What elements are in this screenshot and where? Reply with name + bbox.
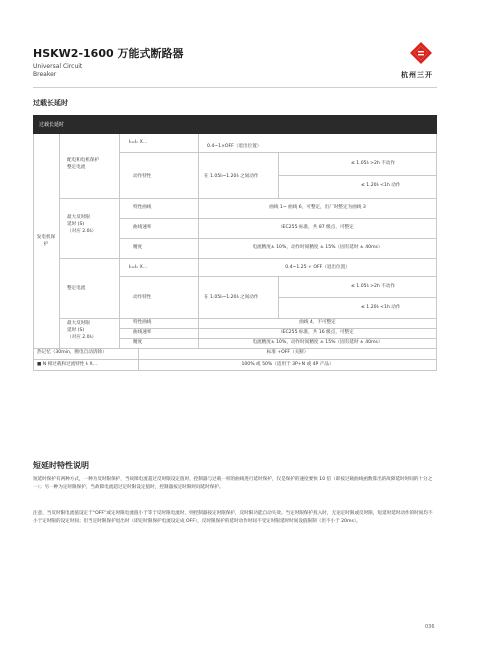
param-column-line xyxy=(198,134,199,348)
divider-g3-g4 xyxy=(59,318,437,319)
subtitle-line-2: Breaker xyxy=(33,71,57,78)
g1-trip: ≤ 1.20Iₗ <1h 动作 xyxy=(361,183,401,188)
generator-protection-label: 发电机保护 xyxy=(36,235,56,247)
divider-thermal-neutral xyxy=(33,359,437,360)
g4-accuracy-value: 电流精度± 10%，动作时间精度 ± 15%（固有延时 ± 40ms） xyxy=(252,340,383,345)
g2-accuracy-value: 电流精度± 10%，动作时间精度 ± 15%（固有延时 ± 40ms） xyxy=(252,245,383,250)
section2-paragraph-1: 短延时保护有两种方式，一种为反时限保护，当故障电流超过反时限设定值时，控制器与过载一样的曲线进行延时保护，仅是保护的速度要快 10 倍（即按过载曲线函数算出的故障延时时间的十分之一）；另一种为定时限保护，当故障电流超过定时限设定值时，控制器按定时限时间延时保护。 xyxy=(33,477,433,490)
g1-no-trip: ≤ 1.05Iₗ >2h 不动作 xyxy=(351,161,396,166)
section-title: 过载长延时 xyxy=(33,99,68,107)
g4-label-line-1: 最大反时限 xyxy=(67,321,90,326)
page-number: 036 xyxy=(425,624,435,630)
subtitle-line-1: Universal Circuit xyxy=(33,63,83,70)
table-border-right xyxy=(436,134,437,370)
divider-g2-g3 xyxy=(59,258,437,259)
table-border-bottom xyxy=(33,370,437,371)
table-header-label: 过载长延时 xyxy=(39,122,65,128)
g3-label: 整定电流 xyxy=(67,286,86,291)
g2-row-line-2 xyxy=(119,238,437,239)
g2-curve-value: 曲线 1~ 曲线 6，可整定，出厂时整定为曲线 3 xyxy=(269,205,366,210)
g1-label-line-2: 整定电流 xyxy=(67,165,86,170)
left-column-line xyxy=(59,134,60,348)
g1-setting-param: Iₗ=Iₙ X... xyxy=(129,140,148,145)
g2-rate-value: IEC255 标准，共 87 级点，可整定 xyxy=(281,225,354,230)
header-title: HSKW2-1600 万能式断路器 xyxy=(33,47,184,60)
table-border-left xyxy=(33,134,34,370)
g3-sub-line xyxy=(278,297,437,298)
header-divider xyxy=(33,87,437,88)
header-subtitle xyxy=(33,63,82,79)
g4-label-line-3: （对应 2.0Iₗ） xyxy=(67,335,97,340)
g2-accuracy-param: 精度 xyxy=(133,245,143,250)
overload-table xyxy=(33,134,437,370)
g4-row-line-1 xyxy=(119,328,437,329)
table-header-bar xyxy=(33,115,437,134)
g3-trip-condition: 在 1.05Iₗ~1.20Iₗ 之间动作 xyxy=(204,295,259,300)
g1-trip-param: 动作特性 xyxy=(133,174,152,179)
divider-g4-thermal xyxy=(33,348,437,349)
g3-trip: ≤ 1.20Iₗ <1h 动作 xyxy=(361,305,401,310)
brand-logo-icon xyxy=(410,42,432,64)
g4-accuracy-param: 精度 xyxy=(133,340,143,345)
thermal-memory-label: 热记忆（30min，断电自动清除） xyxy=(37,350,107,355)
g4-rate-value: IEC255 标准，共 16 级点，可整定 xyxy=(281,330,354,335)
g2-rate-param: 曲线速率 xyxy=(133,225,152,230)
g4-rate-param: 曲线速率 xyxy=(133,330,152,335)
neutral-phase-label: ■ N 相过载和过流特性 Iₗ X... xyxy=(37,362,98,367)
neutral-phase-value: 100% 或 50%（适用于 3P+N 或 4P 产品） xyxy=(241,362,334,367)
brand-name: 杭州三开 xyxy=(401,71,433,79)
g3-trip-param: 动作特性 xyxy=(133,295,152,300)
g4-curve-param: 特性曲线 xyxy=(133,320,152,325)
g2-label-line-1: 最大反时限 xyxy=(67,215,90,220)
section2-title: 短延时特性说明 xyxy=(33,461,89,470)
g3-no-trip: ≤ 1.05Iₗ >2h 不动作 xyxy=(351,284,396,289)
g3-setting-param: Iₗ=Iₙ X... xyxy=(129,265,148,270)
g4-row-line-2 xyxy=(119,338,437,339)
section2-paragraph-2: 注意，当反时限电流值设定于“OFF”或定时限电流值小于等于反时限电流时，则控制器按定时限保护，反时限功能自动失效。当定时限保护投入时，无论定时限或反时限，短延时延时动作的时间均不小于定时限的设定时间；但当定时限保护退出时（即定时限保护电流设定成 OFF），反时限保护的延时动作时间不受定时限延时时间设值限制（但不小于 20ms）。 xyxy=(33,511,433,524)
g2-label-line-3: （对应 2.0Iₗ） xyxy=(67,229,97,234)
g2-row-line-1 xyxy=(119,218,437,219)
g4-curve-value: 曲线 4，不可整定 xyxy=(299,320,336,325)
g1-label-line-1: 配电和电机保护 xyxy=(67,158,100,163)
g3-setting-value: 0.4~1.25 + OFF（退出位置） xyxy=(285,265,350,270)
g4-label-line-2: 延时 (S) xyxy=(67,328,85,333)
label-column-line xyxy=(119,134,120,348)
divider-g1-g2 xyxy=(59,198,437,199)
g2-label-line-2: 延时 (S) xyxy=(67,222,85,227)
g2-curve-param: 特性曲线 xyxy=(133,205,152,210)
g1-setting-value: 0.4~1×OFF（退出位置） xyxy=(207,144,262,149)
thermal-memory-value: 标准 +OFF（关断） xyxy=(266,350,309,355)
g1-sub-line xyxy=(278,175,437,176)
g1-trip-condition: 在 1.05Iₗ~1.20Iₗ 之间动作 xyxy=(204,174,259,179)
